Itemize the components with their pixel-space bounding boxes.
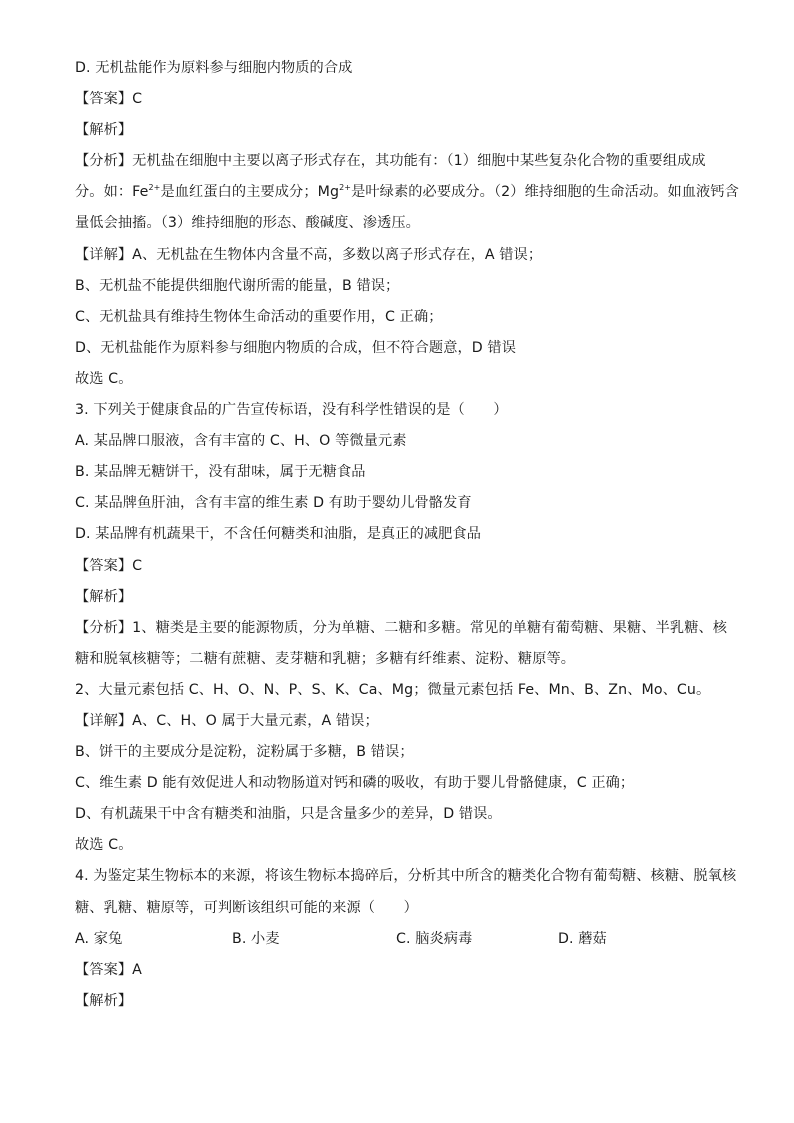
q4-stem-line-2: 糖、乳糖、糖原等，可判断该组织可能的来源（ ）	[75, 899, 418, 916]
q3-detail-b: B、饼干的主要成分是淀粉，淀粉属于多糖，B 错误；	[75, 744, 414, 761]
q2-detail-c: C、无机盐具有维持生物体生命活动的重要作用，C 正确；	[75, 308, 443, 325]
q2-detail-b: B、无机盐不能提供细胞代谢所需的能量，B 错误；	[75, 277, 400, 294]
q3-analysis-line-2: 糖和脱氧核糖等；二糖有蔗糖、麦芽糖和乳糖；多糖有纤维素、淀粉、糖原等。	[75, 650, 576, 667]
q3-option-a: A. 某品牌口服液，含有丰富的 C、H、O 等微量元素	[75, 433, 407, 450]
q3-detail-c: C、维生素 D 能有效促进人和动物肠道对钙和磷的吸收，有助于婴儿骨骼健康，C 正确；	[75, 775, 635, 792]
q2-analysis-line-1: 【分析】无机盐在细胞中主要以离子形式存在，其功能有：（1）细胞中某些复杂化合物的重要组成成	[75, 153, 706, 170]
q4-option-c: C. 脑炎病毒	[396, 930, 473, 947]
q2-detail-a: 【详解】A、无机盐在生物体内含量不高，多数以离子形式存在，A 错误；	[75, 246, 543, 263]
q2-analysis-heading: 【解析】	[75, 122, 133, 139]
q3-option-c: C. 某品牌鱼肝油，含有丰富的维生素 D 有助于婴幼儿骨骼发育	[75, 495, 472, 512]
q2-option-d: D. 无机盐能作为原料参与细胞内物质的合成	[75, 60, 353, 76]
q3-analysis-heading: 【解析】	[75, 588, 133, 605]
q3-detail-d: D、有机蔬果干中含有糖类和油脂，只是含量多少的差异，D 错误。	[75, 806, 502, 823]
q2-answer: 【答案】C	[75, 91, 143, 108]
q2-detail-d: D、无机盐能作为原料参与细胞内物质的合成，但不符合题意，D 错误	[75, 339, 516, 356]
q2-conclusion: 故选 C。	[75, 370, 133, 387]
q3-answer: 【答案】C	[75, 557, 143, 574]
document-page	[75, 58, 739, 1022]
q4-stem-line-1: 4. 为鉴定某生物标本的来源，将该生物标本捣碎后，分析其中所含的糖类化合物有葡萄糖、核糖、脱氧核	[75, 868, 737, 885]
q3-analysis-line-1: 【分析】1、糖类是主要的能源物质，分为单糖、二糖和多糖。常见的单糖有葡萄糖、果糖、半乳糖、核	[75, 619, 728, 636]
q3-detail-a: 【详解】A、C、H、O 属于大量元素，A 错误；	[75, 712, 379, 729]
q4-analysis-heading: 【解析】	[75, 992, 133, 1009]
q3-analysis-line-3: 2、大量元素包括 C、H、O、N、P、S、K、Ca、Mg；微量元素包括 Fe、Mn、B、Zn、Mo、Cu。	[75, 681, 711, 698]
q3-stem: 3. 下列关于健康食品的广告宣传标语，没有科学性错误的是（ ）	[75, 402, 508, 419]
q4-options	[75, 929, 725, 949]
q2-analysis-line-3: 量低会抽搐。（3）维持细胞的形态、酸碱度、渗透压。	[75, 215, 420, 232]
q4-option-a: A. 家兔	[75, 930, 123, 947]
q3-option-b: B. 某品牌无糖饼干，没有甜味，属于无糖食品	[75, 464, 366, 481]
q3-option-d: D. 某品牌有机蔬果干，不含任何糖类和油脂，是真正的减肥食品	[75, 526, 482, 543]
q4-answer: 【答案】A	[75, 961, 142, 978]
q4-option-d: D. 蘑菇	[558, 930, 607, 947]
q4-option-b: B. 小麦	[232, 930, 280, 947]
q2-analysis-line-2: 分。如：$Fe^{2+}$是血红蛋白的主要成分；$Mg^{2+}$是叶绿素的必要成分。（2）维持细胞的生命活动。如血液钙含	[75, 183, 739, 201]
q3-conclusion: 故选 C。	[75, 837, 133, 854]
